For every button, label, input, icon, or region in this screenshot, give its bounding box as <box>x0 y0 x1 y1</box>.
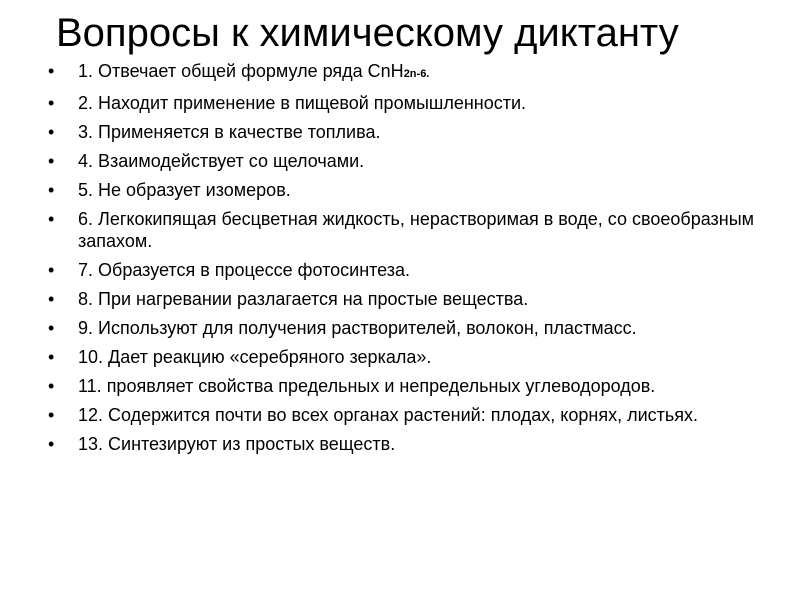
list-item <box>48 121 768 143</box>
list-item <box>48 346 768 368</box>
question-text: 1. Отвечает общей формуле ряда CnH <box>78 61 404 81</box>
bullet-icon: • <box>48 405 55 425</box>
question-text: 4. Взаимодействует со щелочами. <box>78 151 365 171</box>
question-text: 8. При нагревании разлагается на простые вещества. <box>78 289 529 309</box>
bullet-icon: • <box>48 180 55 200</box>
bullet-icon: • <box>48 347 55 367</box>
question-text: 13. Синтезируют из простых веществ. <box>78 434 396 454</box>
list-item <box>48 60 768 85</box>
list-item <box>48 288 768 310</box>
bullet-icon: • <box>48 151 55 171</box>
question-text: 3. Применяется в качестве топлива. <box>78 122 381 142</box>
list-item <box>48 404 768 426</box>
question-text: 10. Дает реакцию «серебряного зеркала». <box>78 347 432 367</box>
question-text: 2. Находит применение в пищевой промышленности. <box>78 93 527 113</box>
question-text: 5. Не образует изомеров. <box>78 180 291 200</box>
bullet-icon: • <box>48 376 55 396</box>
list-item <box>48 259 768 281</box>
bullet-icon: • <box>48 93 55 113</box>
question-list <box>48 60 768 462</box>
question-text: 9. Используют для получения растворителей, волокон, пластмасс. <box>78 318 637 338</box>
bullet-icon: • <box>48 61 55 81</box>
list-item <box>48 150 768 172</box>
list-item <box>48 317 768 339</box>
formula-subscript: 2n-6. <box>403 68 430 80</box>
question-text: 12. Содержится почти во всех органах растений: плодах, корнях, листьях. <box>78 405 699 425</box>
bullet-icon: • <box>48 122 55 142</box>
list-item <box>48 179 768 201</box>
bullet-icon: • <box>48 260 55 280</box>
bullet-icon: • <box>48 289 55 309</box>
bullet-icon: • <box>48 434 55 454</box>
bullet-icon: • <box>48 209 55 229</box>
question-text: 11. проявляет свойства предельных и непредельных углеводородов. <box>78 376 656 396</box>
list-item <box>48 433 768 455</box>
bullet-icon: • <box>48 318 55 338</box>
list-item <box>48 208 768 252</box>
list-item <box>48 92 768 114</box>
question-text: 7. Образуется в процессе фотосинтеза. <box>78 260 411 280</box>
list-item <box>48 375 768 397</box>
question-text: 6. Легкокипящая бесцветная жидкость, нерастворимая в воде, со своеобразным запахом. <box>78 209 755 251</box>
slide-title: Вопросы к химическому диктанту <box>56 11 679 55</box>
